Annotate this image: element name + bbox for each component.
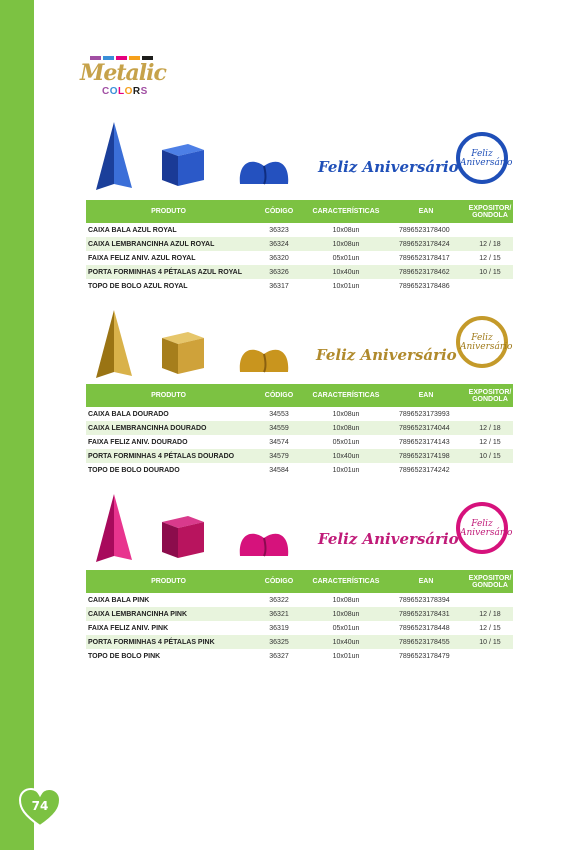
cell-expositor	[467, 223, 513, 237]
cell-expositor: 10 / 15	[467, 449, 513, 463]
petal-holder-image	[236, 342, 292, 376]
cell-caracteristicas: 10x08un	[332, 226, 360, 234]
cell-codigo: 36327	[269, 652, 289, 660]
cell-expositor: 12 / 18	[467, 607, 513, 621]
cell-codigo: 34553	[269, 410, 289, 418]
table-row	[86, 621, 513, 635]
cell-caracteristicas: 10x08un	[332, 596, 360, 604]
cell-caracteristicas: 10x01un	[332, 282, 360, 290]
cell-ean: 7896523178400	[399, 226, 450, 234]
cone-box-image	[94, 122, 134, 192]
product-images-pink	[86, 490, 513, 570]
feliz-aniversario-banner: Feliz Aniversário	[318, 530, 459, 548]
header-expositor: EXPOSITOR/ GONDOLA	[467, 384, 513, 407]
cell-expositor	[467, 593, 513, 607]
cell-caracteristicas: 10x01un	[332, 466, 360, 474]
cell-codigo: 36319	[269, 624, 289, 632]
header-ean: EAN	[385, 384, 467, 407]
feliz-aniversario-banner: Feliz Aniversário	[316, 346, 457, 364]
cell-expositor: 10 / 15	[467, 265, 513, 279]
cell-produto: FAIXA FELIZ ANIV. DOURADO	[88, 438, 188, 446]
cell-codigo: 34579	[251, 449, 307, 463]
header-caracteristicas: CARACTERÍSTICAS	[307, 384, 385, 407]
cell-ean: 7896523173993	[399, 410, 450, 418]
cell-produto: FAIXA FELIZ ANIV. PINK	[88, 624, 169, 632]
cell-caracteristicas: 05x01un	[332, 438, 360, 446]
cell-ean: 7896523174198	[385, 449, 467, 463]
logo-letter: S	[140, 86, 148, 97]
header-ean: EAN	[385, 200, 467, 223]
seal-text: Feliz Aniversário	[460, 519, 513, 538]
cell-produto: PORTA FORMINHAS 4 PÉTALAS PINK	[86, 635, 251, 649]
table-row	[86, 635, 513, 649]
cell-ean: 7896523178448	[399, 624, 450, 632]
cell-ean: 7896523178431	[385, 607, 467, 621]
cube-box-image	[158, 330, 208, 376]
cell-ean: 7896523178455	[385, 635, 467, 649]
header-produto: PRODUTO	[86, 384, 251, 407]
table-row	[86, 237, 513, 251]
cell-produto: CAIXA LEMBRANCINHA PINK	[86, 607, 251, 621]
cell-codigo: 36322	[269, 596, 289, 604]
cell-ean: 7896523174143	[399, 438, 450, 446]
cell-codigo: 34559	[251, 421, 307, 435]
cell-caracteristicas: 05x01un	[332, 624, 360, 632]
cake-topper-seal	[456, 132, 513, 184]
cell-codigo: 36317	[269, 282, 289, 290]
seal-text: Feliz Aniversário	[460, 333, 513, 352]
metalic-colors-logo	[78, 56, 168, 100]
cell-produto: TOPO DE BOLO AZUL ROYAL	[88, 282, 188, 290]
cell-expositor: 12 / 18	[467, 421, 513, 435]
table-row	[86, 265, 513, 279]
petal-holder-image	[236, 526, 292, 560]
header-caracteristicas: CARACTERÍSTICAS	[307, 200, 385, 223]
cube-box-image	[158, 514, 208, 560]
cell-codigo: 36320	[269, 254, 289, 262]
cell-expositor	[467, 279, 513, 293]
cell-produto: TOPO DE BOLO PINK	[88, 652, 161, 660]
cell-expositor	[467, 407, 513, 421]
cake-topper-seal	[456, 316, 513, 368]
page-number: 74	[31, 799, 49, 813]
cell-caracteristicas: 05x01un	[332, 254, 360, 262]
cell-codigo: 36323	[269, 226, 289, 234]
cell-codigo: 36324	[251, 237, 307, 251]
table-row	[86, 251, 513, 265]
cell-produto: PORTA FORMINHAS 4 PÉTALAS DOURADO	[86, 449, 251, 463]
cell-ean: 7896523178462	[385, 265, 467, 279]
cell-ean: 7896523178417	[399, 254, 450, 262]
cell-produto: TOPO DE BOLO DOURADO	[88, 466, 180, 474]
header-codigo: CÓDIGO	[251, 570, 307, 593]
cell-ean: 7896523174044	[385, 421, 467, 435]
product-images-royal	[86, 118, 513, 198]
product-images-dourado	[86, 304, 513, 384]
side-bar	[0, 0, 34, 850]
table-row	[86, 607, 513, 621]
logo-letter: L	[118, 86, 125, 97]
header-ean: EAN	[385, 570, 467, 593]
header-caracteristicas: CARACTERÍSTICAS	[307, 570, 385, 593]
logo-letter: R	[132, 86, 141, 97]
cell-expositor: 12 / 15	[479, 438, 501, 446]
logo-letter: O	[124, 86, 133, 97]
cell-produto: CAIXA BALA DOURADO	[88, 410, 169, 418]
cube-box-image	[158, 142, 208, 188]
table-row	[86, 649, 513, 663]
cell-produto: CAIXA LEMBRANCINHA AZUL ROYAL	[86, 237, 251, 251]
table-row	[86, 449, 513, 463]
cone-box-image	[94, 310, 134, 380]
cell-codigo: 36321	[251, 607, 307, 621]
cell-expositor: 12 / 15	[479, 624, 501, 632]
cell-expositor	[467, 649, 513, 663]
table-row	[86, 593, 513, 607]
logo-letter: O	[109, 86, 119, 97]
table-row	[86, 463, 513, 477]
page-number-badge	[18, 788, 62, 828]
seal-text: Feliz Aniversário	[460, 149, 513, 168]
cell-ean: 7896523178394	[399, 596, 450, 604]
cell-produto: FAIXA FELIZ ANIV. AZUL ROYAL	[88, 254, 196, 262]
cell-expositor: 12 / 18	[467, 237, 513, 251]
cell-expositor	[467, 463, 513, 477]
cell-ean: 7896523178486	[399, 282, 450, 290]
cell-caracteristicas: 10x01un	[332, 652, 360, 660]
logo-word	[102, 86, 148, 97]
header-produto: PRODUTO	[86, 200, 251, 223]
cell-produto: CAIXA BALA PINK	[88, 596, 150, 604]
header-expositor: EXPOSITOR/ GONDOLA	[467, 570, 513, 593]
cell-codigo: 36325	[251, 635, 307, 649]
cell-caracteristicas: 10x40un	[307, 635, 385, 649]
cell-caracteristicas: 10x08un	[332, 410, 360, 418]
table-row	[86, 223, 513, 237]
table-row	[86, 435, 513, 449]
feliz-aniversario-banner: Feliz Aniversário	[318, 158, 459, 176]
cell-expositor: 10 / 15	[467, 635, 513, 649]
logo-script: Metalic	[80, 60, 166, 86]
product-table-pink	[86, 570, 513, 663]
cell-produto: PORTA FORMINHAS 4 PÉTALAS AZUL ROYAL	[86, 265, 251, 279]
product-table-royal	[86, 200, 513, 293]
petal-holder-image	[236, 154, 292, 188]
cell-caracteristicas: 10x08un	[307, 237, 385, 251]
cone-box-image	[94, 494, 134, 564]
cell-produto: CAIXA BALA AZUL ROYAL	[88, 226, 177, 234]
header-codigo: CÓDIGO	[251, 384, 307, 407]
table-row	[86, 407, 513, 421]
cell-ean: 7896523174242	[399, 466, 450, 474]
product-table-dourado	[86, 384, 513, 477]
cell-caracteristicas: 10x40un	[307, 265, 385, 279]
header-produto: PRODUTO	[86, 570, 251, 593]
cell-expositor: 12 / 15	[479, 254, 501, 262]
cell-caracteristicas: 10x40un	[307, 449, 385, 463]
cell-ean: 7896523178479	[399, 652, 450, 660]
table-row	[86, 421, 513, 435]
cell-codigo: 34584	[269, 466, 289, 474]
cell-caracteristicas: 10x08un	[307, 607, 385, 621]
cell-codigo: 34574	[269, 438, 289, 446]
logo-letter: C	[102, 86, 110, 97]
table-row	[86, 279, 513, 293]
cell-codigo: 36326	[251, 265, 307, 279]
cake-topper-seal	[456, 502, 513, 554]
header-expositor: EXPOSITOR/ GONDOLA	[467, 200, 513, 223]
cell-produto: CAIXA LEMBRANCINHA DOURADO	[86, 421, 251, 435]
header-codigo: CÓDIGO	[251, 200, 307, 223]
cell-ean: 7896523178424	[385, 237, 467, 251]
cell-caracteristicas: 10x08un	[307, 421, 385, 435]
